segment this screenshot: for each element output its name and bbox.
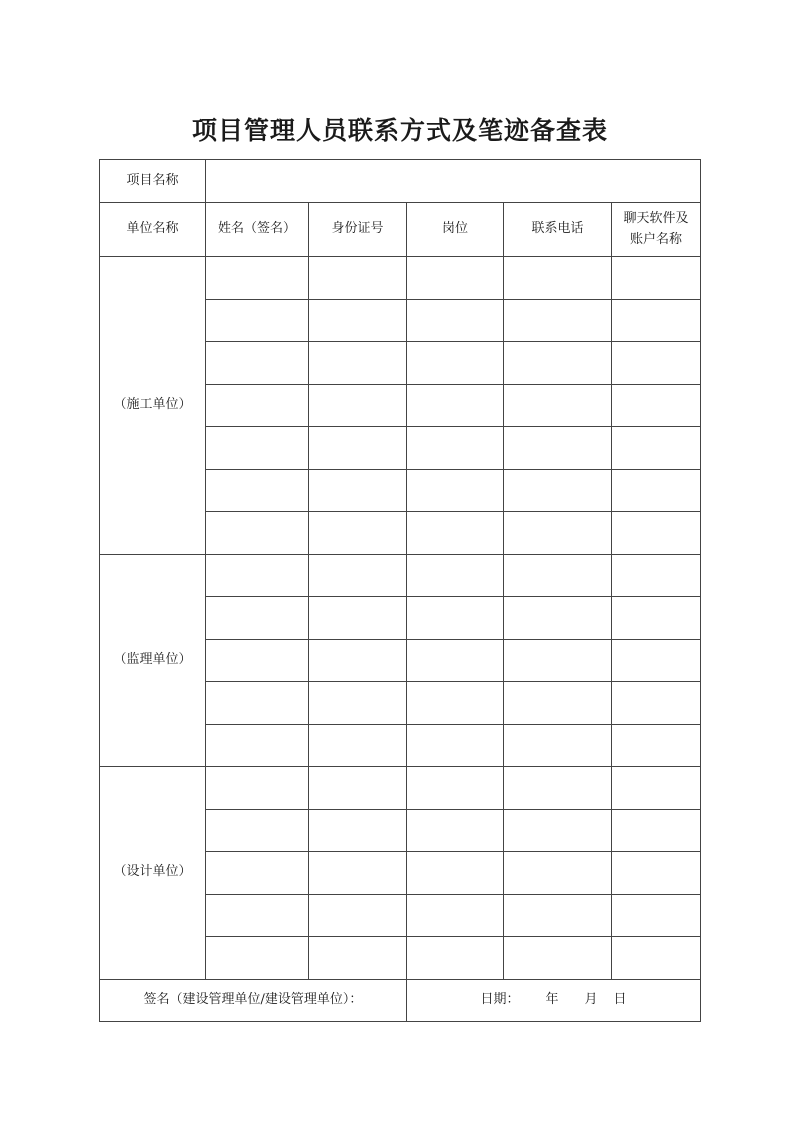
id-number-cell[interactable] [309, 852, 407, 895]
unit-group-label: （施工单位） [100, 257, 206, 555]
position-cell[interactable] [407, 384, 504, 427]
name-signature-cell[interactable] [206, 299, 309, 342]
header-chat-line1: 聊天软件及 [623, 210, 689, 226]
phone-cell[interactable] [504, 554, 612, 597]
chat-account-cell[interactable] [612, 937, 701, 980]
phone-cell[interactable] [504, 937, 612, 980]
id-number-cell[interactable] [309, 469, 407, 512]
phone-cell[interactable] [504, 809, 612, 852]
phone-cell[interactable] [504, 469, 612, 512]
form-title: 项目管理人员联系方式及笔迹备查表 [191, 116, 608, 145]
name-signature-cell[interactable] [206, 639, 309, 682]
phone-cell[interactable] [504, 852, 612, 895]
chat-account-cell[interactable] [612, 512, 701, 555]
phone-cell[interactable] [504, 682, 612, 725]
header-position: 岗位 [407, 203, 504, 257]
project-name-label: 项目名称 [100, 160, 206, 203]
position-cell[interactable] [407, 512, 504, 555]
header-unit-name: 单位名称 [100, 203, 206, 257]
phone-cell[interactable] [504, 342, 612, 385]
name-signature-cell[interactable] [206, 469, 309, 512]
id-number-cell[interactable] [309, 342, 407, 385]
name-signature-cell[interactable] [206, 809, 309, 852]
date-label: 日期： [480, 991, 520, 1007]
chat-account-cell[interactable] [612, 852, 701, 895]
name-signature-cell[interactable] [206, 894, 309, 937]
chat-account-cell[interactable] [612, 469, 701, 512]
name-signature-cell[interactable] [206, 257, 309, 300]
chat-account-cell[interactable] [612, 257, 701, 300]
position-cell[interactable] [407, 554, 504, 597]
phone-cell[interactable] [504, 427, 612, 470]
id-number-cell[interactable] [309, 894, 407, 937]
unit-group-label: （设计单位） [100, 767, 206, 980]
id-number-cell[interactable] [309, 427, 407, 470]
chat-account-cell[interactable] [612, 342, 701, 385]
chat-account-cell[interactable] [612, 427, 701, 470]
name-signature-cell[interactable] [206, 554, 309, 597]
table-row [100, 767, 701, 810]
header-name-signature: 姓名（签名） [206, 203, 309, 257]
id-number-cell[interactable] [309, 384, 407, 427]
chat-account-cell[interactable] [612, 894, 701, 937]
position-cell[interactable] [407, 724, 504, 767]
phone-cell[interactable] [504, 767, 612, 810]
phone-cell[interactable] [504, 299, 612, 342]
project-name-row [100, 160, 701, 203]
name-signature-cell[interactable] [206, 342, 309, 385]
id-number-cell[interactable] [309, 512, 407, 555]
chat-account-cell[interactable] [612, 639, 701, 682]
id-number-cell[interactable] [309, 682, 407, 725]
position-cell[interactable] [407, 257, 504, 300]
chat-account-cell[interactable] [612, 767, 701, 810]
id-number-cell[interactable] [309, 809, 407, 852]
day-label: 日 [613, 991, 627, 1007]
unit-group-label: （监理单位） [100, 554, 206, 767]
month-label: 月 [584, 991, 598, 1007]
header-id-number: 身份证号 [309, 203, 407, 257]
position-cell[interactable] [407, 809, 504, 852]
footer-row [100, 979, 701, 1021]
position-cell[interactable] [407, 639, 504, 682]
position-cell[interactable] [407, 767, 504, 810]
phone-cell[interactable] [504, 724, 612, 767]
header-chat-account [612, 203, 701, 257]
header-chat-line2: 账户名称 [630, 231, 683, 247]
header-row [100, 203, 701, 257]
date-field[interactable] [407, 979, 701, 1021]
name-signature-cell[interactable] [206, 852, 309, 895]
phone-cell[interactable] [504, 639, 612, 682]
name-signature-cell[interactable] [206, 384, 309, 427]
phone-cell[interactable] [504, 257, 612, 300]
chat-account-cell[interactable] [612, 299, 701, 342]
name-signature-cell[interactable] [206, 724, 309, 767]
position-cell[interactable] [407, 427, 504, 470]
position-cell[interactable] [407, 597, 504, 640]
id-number-cell[interactable] [309, 767, 407, 810]
position-cell[interactable] [407, 937, 504, 980]
chat-account-cell[interactable] [612, 597, 701, 640]
phone-cell[interactable] [504, 384, 612, 427]
id-number-cell[interactable] [309, 554, 407, 597]
contact-form-table [99, 159, 701, 1022]
position-cell[interactable] [407, 894, 504, 937]
chat-account-cell[interactable] [612, 724, 701, 767]
year-label: 年 [545, 991, 559, 1007]
name-signature-cell[interactable] [206, 767, 309, 810]
id-number-cell[interactable] [309, 937, 407, 980]
project-name-field[interactable] [206, 160, 701, 203]
id-number-cell[interactable] [309, 597, 407, 640]
position-cell[interactable] [407, 469, 504, 512]
phone-cell[interactable] [504, 512, 612, 555]
id-number-cell[interactable] [309, 257, 407, 300]
position-cell[interactable] [407, 342, 504, 385]
id-number-cell[interactable] [309, 724, 407, 767]
header-phone: 联系电话 [504, 203, 612, 257]
chat-account-cell[interactable] [612, 384, 701, 427]
chat-account-cell[interactable] [612, 682, 701, 725]
id-number-cell[interactable] [309, 299, 407, 342]
table-row [100, 554, 701, 597]
phone-cell[interactable] [504, 597, 612, 640]
id-number-cell[interactable] [309, 639, 407, 682]
table-row [100, 257, 701, 300]
name-signature-cell[interactable] [206, 682, 309, 725]
name-signature-cell[interactable] [206, 427, 309, 470]
chat-account-cell[interactable] [612, 809, 701, 852]
position-cell[interactable] [407, 682, 504, 725]
phone-cell[interactable] [504, 894, 612, 937]
signature-label: 签名（建设管理单位/建设管理单位）： [100, 979, 407, 1021]
position-cell[interactable] [407, 299, 504, 342]
position-cell[interactable] [407, 852, 504, 895]
chat-account-cell[interactable] [612, 554, 701, 597]
name-signature-cell[interactable] [206, 937, 309, 980]
name-signature-cell[interactable] [206, 512, 309, 555]
name-signature-cell[interactable] [206, 597, 309, 640]
